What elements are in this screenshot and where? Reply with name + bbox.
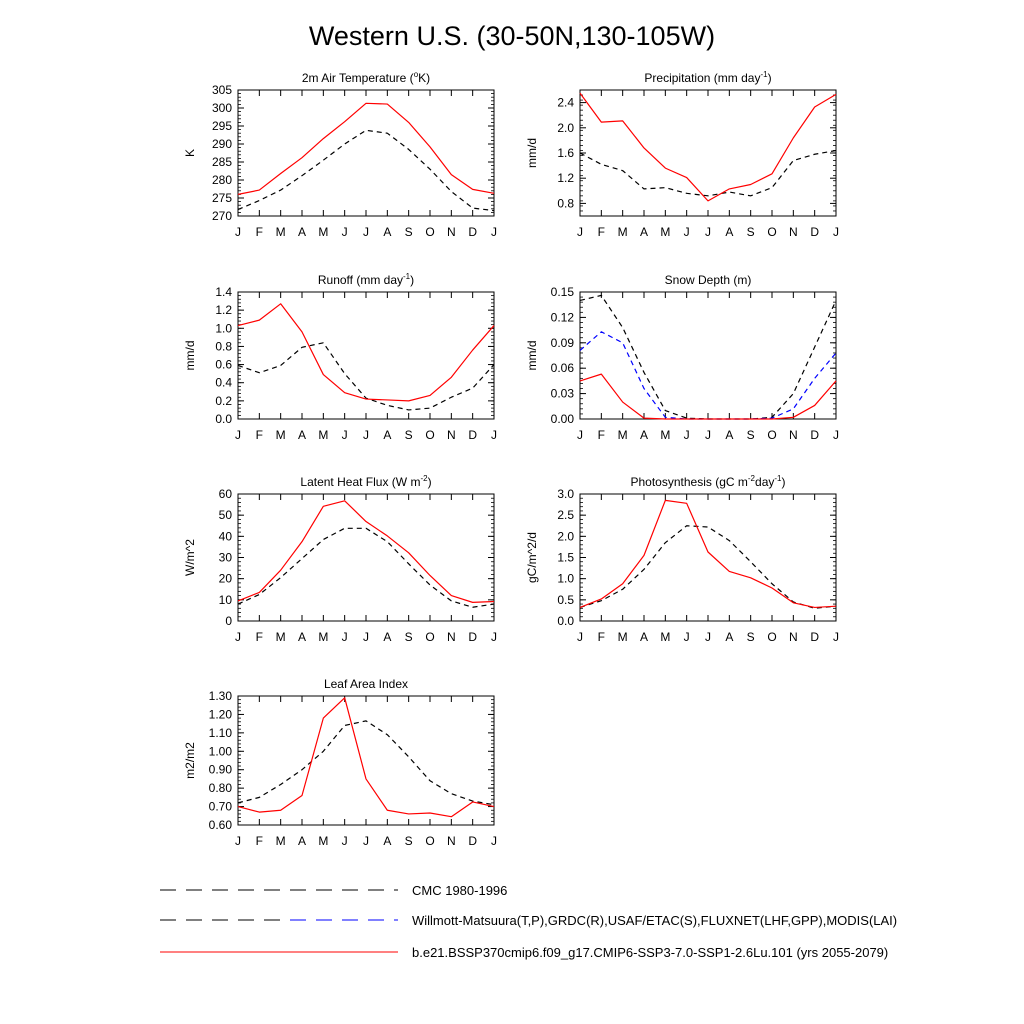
x-tick-label: J: [683, 428, 690, 442]
x-tick-label: N: [446, 428, 456, 442]
y-tick-label: 290: [211, 137, 232, 151]
y-tick-label: 40: [218, 529, 232, 544]
title-text: ): [767, 71, 772, 85]
y-tick-label: 0.90: [208, 762, 232, 777]
x-tick-label: M: [617, 225, 628, 239]
y-tick-label: 0.5: [557, 592, 574, 607]
y-tick-label: 0.6: [215, 357, 232, 372]
plot-frame: [238, 696, 494, 825]
plot-frame: [580, 292, 836, 419]
x-tick-label: J: [491, 630, 497, 644]
x-tick-label: D: [468, 428, 478, 442]
x-tick-label: D: [810, 225, 820, 239]
title-text: day: [755, 475, 775, 489]
legend-label: b.e21.BSSP370cmip6.f09_g17.CMIP6-SSP3-7.0-SSP1-2.6Lu.101 (yrs 2055-2079): [412, 945, 889, 960]
series-line-obs: [238, 343, 494, 410]
x-tick-label: M: [660, 630, 671, 644]
series-line-obs_alt: [580, 332, 836, 419]
y-tick-label: 1.2: [557, 171, 574, 186]
x-tick-label: M: [318, 225, 329, 239]
panel-snow_depth: [525, 273, 839, 442]
y-tick-label: 0.09: [550, 335, 574, 350]
legend-entry: [160, 913, 897, 928]
x-tick-label: A: [297, 225, 307, 239]
figure-title: Western U.S. (30-50N,130-105W): [308, 21, 716, 51]
x-tick-label: N: [446, 225, 456, 239]
y-tick-label: 1.5: [557, 550, 574, 565]
y-tick-label: 0.06: [550, 361, 574, 376]
panel-precipitation: [525, 70, 839, 239]
y-tick-label: 0.12: [550, 310, 574, 325]
x-tick-label: D: [810, 630, 820, 644]
y-tick-label: 2.0: [557, 120, 574, 135]
series-line-model: [238, 698, 494, 817]
y-tick-label: 275: [211, 191, 232, 205]
x-tick-label: F: [255, 428, 264, 442]
x-tick-label: O: [425, 428, 435, 442]
x-tick-label: M: [318, 834, 329, 848]
x-tick-label: N: [788, 630, 798, 644]
title-text: K): [418, 71, 431, 85]
x-tick-label: M: [318, 630, 329, 644]
x-tick-label: J: [235, 428, 241, 442]
title-superscript: -1: [774, 474, 782, 483]
x-tick-label: J: [363, 225, 369, 239]
y-tick-label: 0.0: [557, 614, 574, 628]
x-tick-label: M: [318, 428, 329, 442]
x-tick-label: J: [491, 428, 497, 442]
y-tick-label: 280: [211, 173, 232, 187]
y-tick-label: 295: [211, 119, 232, 133]
y-tick-label: 30: [218, 550, 232, 565]
y-tick-label: 270: [211, 209, 232, 223]
x-tick-label: J: [705, 630, 711, 644]
y-tick-label: 2.4: [557, 95, 574, 110]
x-tick-label: J: [363, 630, 369, 644]
panel-temperature: [183, 70, 497, 239]
title-text: ): [410, 273, 415, 287]
series-line-model: [580, 374, 836, 419]
y-tick-label: 0: [225, 614, 232, 628]
x-tick-label: N: [446, 630, 456, 644]
x-tick-label: J: [833, 428, 839, 442]
y-tick-label: 0.0: [215, 412, 232, 426]
series-line-obs: [580, 526, 836, 609]
x-tick-label: A: [297, 630, 307, 644]
x-tick-label: O: [425, 225, 435, 239]
panel-latent_heat: [183, 474, 497, 644]
x-tick-label: J: [833, 630, 839, 644]
title-superscript: -2: [420, 474, 428, 483]
x-tick-label: J: [341, 225, 348, 239]
y-tick-label: 1.2: [215, 303, 232, 318]
y-tick-label: 20: [218, 571, 232, 586]
panel-title: [631, 474, 786, 489]
title-text: Runoff (mm day: [317, 273, 404, 287]
y-tick-label: 285: [211, 155, 232, 169]
plot-frame: [238, 292, 494, 419]
y-tick-label: 1.4: [215, 285, 232, 299]
y-axis-label: m2/m2: [183, 742, 197, 779]
x-tick-label: A: [383, 630, 392, 644]
x-tick-label: J: [577, 428, 583, 442]
title-text: Snow Depth (m): [664, 273, 752, 287]
x-tick-label: O: [767, 225, 777, 239]
series-line-model: [238, 103, 494, 194]
x-tick-label: J: [235, 630, 241, 644]
title-text: 2m Air Temperature (: [301, 71, 414, 85]
y-tick-label: 1.0: [557, 571, 574, 586]
x-tick-label: D: [468, 225, 478, 239]
x-tick-label: N: [446, 834, 456, 848]
x-tick-label: A: [639, 630, 649, 644]
y-tick-label: 0.60: [208, 818, 232, 832]
title-superscript: -1: [403, 272, 411, 281]
y-tick-label: 1.30: [208, 689, 232, 703]
y-tick-label: 2.0: [557, 529, 574, 544]
y-tick-label: 0.03: [550, 386, 574, 401]
y-axis-label: mm/d: [525, 340, 539, 371]
y-tick-label: 0.00: [550, 412, 574, 426]
y-tick-label: 1.0: [215, 321, 232, 336]
x-tick-label: A: [383, 225, 392, 239]
x-tick-label: F: [597, 225, 606, 239]
x-tick-label: J: [235, 834, 241, 848]
panel-title: [302, 70, 430, 85]
y-axis-label: gC/m^2/d: [525, 532, 539, 583]
title-text: Precipitation (mm day: [644, 71, 761, 85]
title-text: ): [427, 475, 432, 489]
x-tick-label: A: [297, 834, 307, 848]
x-tick-label: J: [833, 225, 839, 239]
title-superscript: -2: [747, 474, 756, 483]
legend-label: Willmott-Matsuura(T,P),GRDC(R),USAF/ETAC(S),FLUXNET(LHF,GPP),MODIS(LAI): [412, 913, 898, 928]
x-tick-label: J: [683, 225, 690, 239]
x-tick-label: S: [746, 225, 755, 239]
x-tick-label: D: [468, 630, 478, 644]
x-tick-label: A: [725, 630, 734, 644]
legend-entry: [160, 945, 888, 960]
plot-frame: [580, 494, 836, 621]
y-tick-label: 0.8: [557, 196, 574, 211]
series-line-obs: [238, 130, 494, 210]
x-tick-label: S: [404, 630, 413, 644]
x-tick-label: A: [383, 428, 392, 442]
legend-label: CMC 1980-1996: [412, 883, 508, 898]
x-tick-label: F: [255, 834, 264, 848]
x-tick-label: A: [383, 834, 392, 848]
series-line-obs: [238, 528, 494, 607]
x-tick-label: N: [788, 428, 798, 442]
plot-frame: [580, 90, 836, 216]
panel-title: [300, 474, 431, 489]
x-tick-label: F: [597, 630, 606, 644]
y-tick-label: 10: [218, 592, 232, 607]
x-tick-label: O: [425, 834, 435, 848]
y-tick-label: 0.70: [208, 799, 232, 814]
x-tick-label: A: [297, 428, 307, 442]
x-tick-label: J: [577, 630, 583, 644]
x-tick-label: J: [683, 630, 690, 644]
y-axis-label: W/m^2: [183, 539, 197, 576]
series-line-obs: [580, 295, 836, 419]
x-tick-label: S: [746, 428, 755, 442]
x-tick-label: J: [341, 428, 348, 442]
x-tick-label: J: [491, 225, 497, 239]
x-tick-label: J: [363, 428, 369, 442]
y-tick-label: 1.6: [557, 146, 574, 160]
x-tick-label: J: [705, 428, 711, 442]
y-axis-label: mm/d: [183, 340, 197, 371]
x-tick-label: O: [425, 630, 435, 644]
title-text: Latent Heat Flux (W m: [300, 475, 421, 489]
plot-frame: [238, 90, 494, 216]
x-tick-label: F: [255, 630, 264, 644]
x-tick-label: J: [363, 834, 369, 848]
x-tick-label: D: [810, 428, 820, 442]
x-tick-label: S: [404, 225, 413, 239]
x-tick-label: J: [235, 225, 241, 239]
title-superscript: o: [413, 70, 419, 79]
panels: [183, 70, 839, 848]
x-tick-label: D: [468, 834, 478, 848]
panel-title: [318, 272, 414, 287]
x-tick-label: M: [275, 630, 286, 644]
panel-title: [324, 677, 408, 691]
y-tick-label: 1.20: [208, 707, 232, 722]
title-text: Leaf Area Index: [323, 677, 409, 691]
y-tick-label: 3.0: [557, 487, 574, 501]
x-tick-label: J: [341, 834, 348, 848]
legend: [160, 883, 897, 960]
y-tick-label: 2.5: [557, 508, 574, 523]
y-axis-label: K: [183, 148, 197, 158]
panel-runoff: [183, 272, 497, 442]
x-tick-label: J: [341, 630, 348, 644]
x-tick-label: O: [767, 428, 777, 442]
x-tick-label: A: [725, 428, 734, 442]
panel-photosynthesis: [525, 474, 839, 644]
x-tick-label: M: [617, 630, 628, 644]
y-tick-label: 0.4: [215, 375, 232, 390]
series-line-obs: [238, 721, 494, 805]
y-tick-label: 0.80: [208, 781, 232, 796]
x-tick-label: A: [639, 225, 649, 239]
title-text: Photosynthesis (gC m: [630, 475, 748, 489]
x-tick-label: N: [788, 225, 798, 239]
x-tick-label: J: [705, 225, 711, 239]
panel-lai: [183, 677, 497, 848]
x-tick-label: A: [725, 225, 734, 239]
x-tick-label: F: [597, 428, 606, 442]
x-tick-label: F: [255, 225, 264, 239]
x-tick-label: S: [404, 428, 413, 442]
series-line-model: [580, 500, 836, 607]
y-tick-label: 1.00: [208, 744, 232, 759]
x-tick-label: S: [746, 630, 755, 644]
series-line-model: [238, 501, 494, 603]
panel-title: [644, 70, 771, 85]
panel-title: [665, 273, 752, 287]
x-tick-label: O: [767, 630, 777, 644]
x-tick-label: M: [275, 834, 286, 848]
series-line-model: [580, 93, 836, 201]
x-tick-label: M: [660, 428, 671, 442]
y-tick-label: 50: [218, 508, 232, 523]
title-text: ): [781, 475, 786, 489]
series-line-obs: [580, 150, 836, 195]
x-tick-label: M: [275, 428, 286, 442]
x-tick-label: S: [404, 834, 413, 848]
x-tick-label: J: [491, 834, 497, 848]
y-tick-label: 1.10: [208, 725, 232, 740]
y-axis-label: mm/d: [525, 138, 539, 168]
title-superscript: -1: [760, 70, 768, 79]
legend-entry: [160, 883, 507, 898]
y-tick-label: 0.2: [215, 393, 232, 408]
y-tick-label: 60: [218, 487, 232, 501]
x-tick-label: A: [639, 428, 649, 442]
series-line-model: [238, 304, 494, 401]
y-tick-label: 0.15: [550, 285, 574, 299]
x-tick-label: M: [617, 428, 628, 442]
x-tick-label: M: [275, 225, 286, 239]
y-tick-label: 305: [211, 83, 232, 97]
y-tick-label: 300: [211, 101, 232, 115]
x-tick-label: M: [660, 225, 671, 239]
x-tick-label: J: [577, 225, 583, 239]
y-tick-label: 0.8: [215, 339, 232, 354]
